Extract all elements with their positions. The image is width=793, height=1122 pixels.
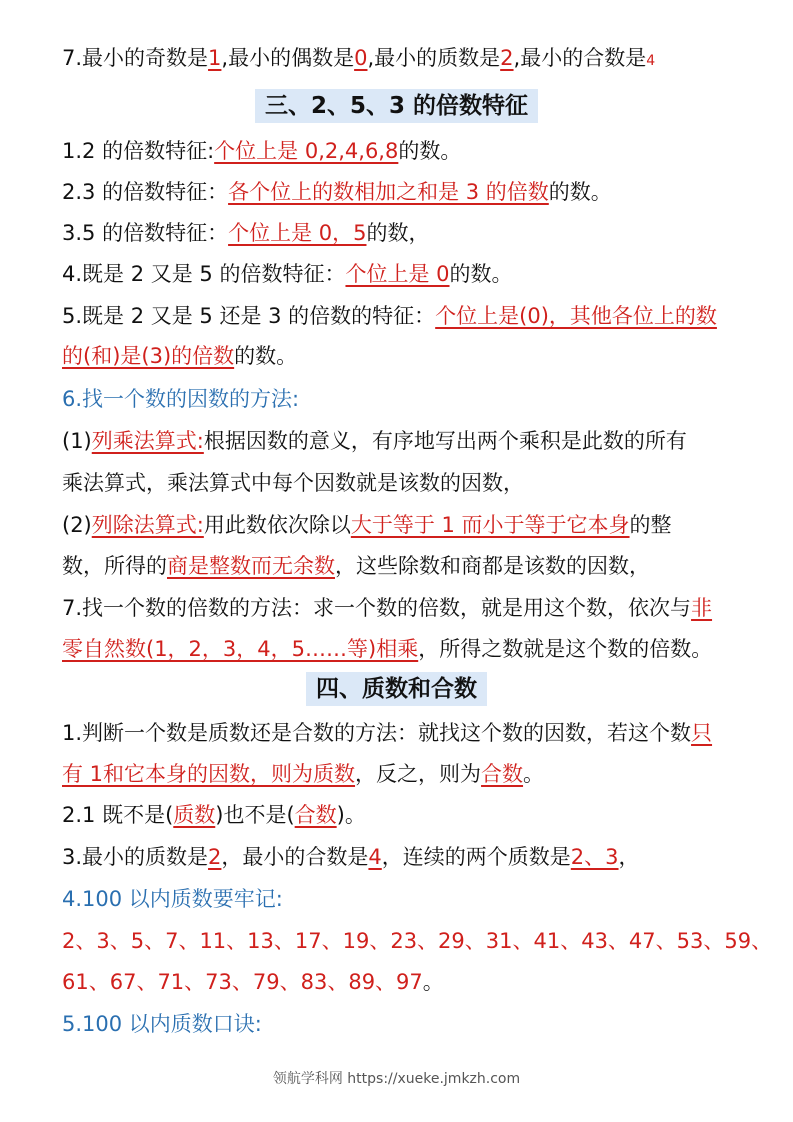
- answer: 1: [208, 46, 222, 70]
- factor-method-2-line1: [62, 507, 753, 543]
- text: 2.1 既不是(: [62, 803, 174, 827]
- answer: 的(和)是(3)的倍数: [62, 344, 235, 368]
- text: 根据因数的意义，有序地写出两个乘积是此数的所有: [203, 429, 687, 453]
- text: ,最小的质数是: [367, 46, 501, 70]
- text: 1.2 的倍数特征:: [62, 139, 215, 163]
- primes-list-line1: 2、3、5、7、11、13、17、19、23、29、31、41、43、47、53、59、: [62, 929, 773, 953]
- answer: 2、3: [570, 845, 619, 869]
- text: 的数。: [548, 180, 612, 204]
- text: ，这些除数和商都是该数的因数，: [335, 554, 650, 578]
- text: ,最小的合数是: [513, 46, 647, 70]
- text: (1): [62, 429, 92, 453]
- answer: 合数: [294, 803, 337, 827]
- answer: 个位上是 0: [345, 262, 450, 286]
- prime-composite-method-line1: [62, 715, 753, 751]
- answer: 个位上是 0,2,4,6,8: [214, 139, 399, 163]
- answer: 零自然数(1，2，3，4，5……等)相乘: [62, 637, 419, 661]
- multiple-method-line2: [62, 631, 753, 667]
- text: 1.判断一个数是质数还是合数的方法：就找这个数的因数，若这个数: [62, 721, 692, 745]
- answer: 只: [691, 721, 713, 745]
- rule-2-and-5: [62, 256, 753, 292]
- text: 的数。: [449, 262, 513, 286]
- factor-method-1-line1: [62, 423, 753, 459]
- text: 5.既是 2 又是 5 还是 3 的倍数的特征：: [62, 304, 436, 328]
- text: 用此数依次除以: [203, 513, 351, 537]
- answer: 0: [354, 46, 368, 70]
- factor-method-1-line2: [62, 465, 753, 501]
- text: 的数，: [366, 221, 430, 245]
- text: 的数。: [398, 139, 462, 163]
- text: 2.3 的倍数特征：: [62, 180, 229, 204]
- answer: 列除法算式:: [91, 513, 204, 537]
- page-footer: 领航学科网 https://xueke.jmkzh.com: [272, 1071, 521, 1087]
- text: 4.既是 2 又是 5 的倍数特征：: [62, 262, 346, 286]
- primes-list-line2: [62, 964, 753, 1000]
- answer: 大于等于 1 而小于等于它本身: [350, 513, 630, 537]
- text: ，反之，则为: [355, 762, 482, 786]
- primes-list: 61、67、71、73、79、83、89、97: [62, 970, 423, 994]
- text: )也不是(: [215, 803, 295, 827]
- answer: 4: [368, 845, 382, 869]
- primes-memorize-title: 4.100 以内质数要牢记:: [62, 887, 283, 911]
- heading-text: 三、2、5、3 的倍数特征: [255, 89, 538, 123]
- min-numbers-line: [62, 40, 753, 79]
- rule-2-5-3-line1: [62, 298, 753, 334]
- text: ，连续的两个质数是: [381, 845, 571, 869]
- prime-composite-method-line2: [62, 756, 753, 792]
- one-neither-line: [62, 797, 753, 833]
- factor-method-2-line2: [62, 548, 753, 584]
- heading-text: 四、质数和合数: [306, 672, 487, 706]
- text: 的整: [629, 513, 672, 537]
- factor-method-title: 6.找一个数的因数的方法:: [62, 387, 300, 411]
- text: 7.最小的奇数是: [62, 46, 209, 70]
- answer: 2: [208, 845, 222, 869]
- answer: 个位上是(0)，其他各位上的数: [435, 304, 717, 328]
- text: 7.找一个数的倍数的方法：求一个数的倍数，就是用这个数，依次与: [62, 596, 692, 620]
- text: 数，所得的: [62, 554, 167, 578]
- text: 。: [422, 970, 444, 994]
- smallest-prime-composite-line: [62, 839, 753, 875]
- answer: 2: [500, 46, 514, 70]
- text: ,最小的偶数是: [221, 46, 355, 70]
- answer: 质数: [173, 803, 216, 827]
- primes-rhyme-title: 5.100 以内质数口诀:: [62, 1012, 262, 1036]
- multiple-method-line1: [62, 590, 753, 626]
- text: (2): [62, 513, 92, 537]
- text: 3.5 的倍数特征：: [62, 221, 229, 245]
- answer: 商是整数而无余数: [167, 554, 335, 578]
- text: ，: [618, 845, 640, 869]
- text: 。: [523, 762, 545, 786]
- answer: 列乘法算式:: [91, 429, 204, 453]
- text: ，最小的合数是: [221, 845, 369, 869]
- rule-5: [62, 215, 753, 251]
- answer: 个位上是 0，5: [228, 221, 367, 245]
- text: 3.最小的质数是: [62, 845, 209, 869]
- answer: 4: [646, 53, 656, 69]
- text: 乘法算式，乘法算式中每个因数就是该数的因数，: [62, 471, 524, 495]
- rule-2: [62, 133, 753, 169]
- section-heading-4: [0, 672, 793, 706]
- answer: 合数: [481, 762, 524, 786]
- answer: 有 1和它本身的因数，则为质数: [62, 762, 356, 786]
- answer: 非: [691, 596, 713, 620]
- section-heading-3: [0, 89, 793, 123]
- rule-3: [62, 174, 753, 210]
- answer: 各个位上的数相加之和是 3 的倍数: [228, 180, 549, 204]
- text: 的数。: [234, 344, 298, 368]
- rule-2-5-3-line2: [62, 338, 753, 374]
- text: ，所得之数就是这个数的倍数。: [418, 637, 713, 661]
- text: )。: [336, 803, 366, 827]
